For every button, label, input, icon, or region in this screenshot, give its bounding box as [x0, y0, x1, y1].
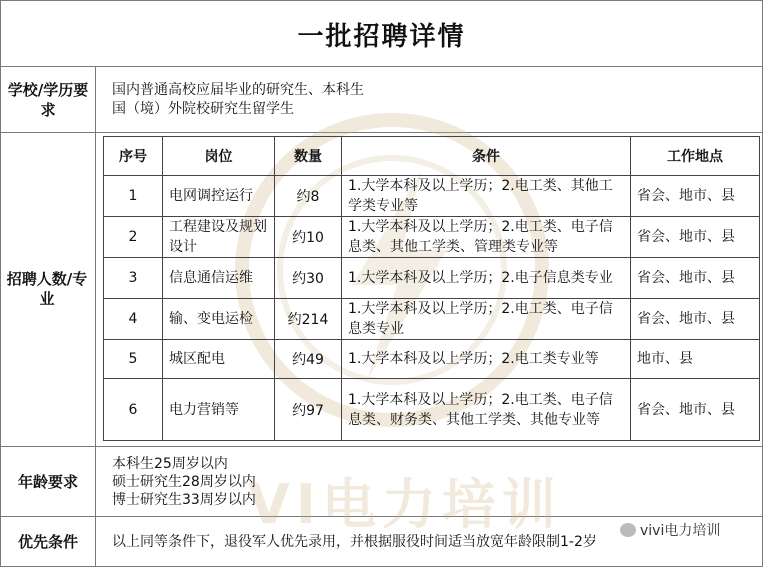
row-no: 3: [104, 258, 163, 299]
table-row: [104, 299, 760, 340]
row-post: 城区配电: [163, 340, 275, 379]
age-line-1: 本科生25周岁以内: [112, 456, 228, 472]
header-post: 岗位: [163, 137, 275, 176]
wechat-icon: [620, 523, 636, 537]
priority-text: 以上同等条件下，退役军人优先录用，并根据服役时间适当放宽年龄限制1-2岁: [112, 534, 597, 550]
header-qty: 数量: [275, 137, 342, 176]
row-qty: 约30: [275, 258, 342, 299]
age-requirement-label: 年龄要求: [17, 473, 78, 491]
row-loc: 地市、县: [631, 340, 760, 379]
label-column-divider: [95, 66, 96, 567]
divider-school: [0, 132, 763, 133]
table-row: [104, 176, 760, 217]
table-row: [104, 379, 760, 441]
table-row: [104, 340, 760, 379]
priority-label: 优先条件: [17, 533, 78, 551]
recruit-label: 招聘人数/专业: [6, 270, 88, 308]
row-cond: 1.大学本科及以上学历；2.电工类专业等: [342, 340, 631, 379]
row-qty: 约97: [275, 379, 342, 441]
table-header-row: [104, 137, 760, 176]
divider-recruit: [0, 446, 763, 447]
row-no: 6: [104, 379, 163, 441]
row-qty: 约49: [275, 340, 342, 379]
row-cond: 1.大学本科及以上学历；2.电子信息类专业: [342, 258, 631, 299]
row-qty: 约214: [275, 299, 342, 340]
school-line-2: 国（境）外院校研究生留学生: [112, 101, 294, 117]
frame-top: [0, 0, 763, 1]
age-line-3: 博士研究生33周岁以内: [112, 492, 256, 508]
row-post: 电网调控运行: [163, 176, 275, 217]
school-line-1: 国内普通高校应届毕业的研究生、本科生: [112, 82, 364, 98]
brand-badge: [616, 520, 724, 540]
row-qty: 约10: [275, 217, 342, 258]
positions-table: [103, 136, 760, 441]
header-cond: 条件: [342, 137, 631, 176]
page-title: 一批招聘详情: [297, 22, 466, 52]
row-post: 信息通信运维: [163, 258, 275, 299]
age-line-2: 硕士研究生28周岁以内: [112, 474, 256, 490]
row-no: 5: [104, 340, 163, 379]
row-post: 输、变电运检: [163, 299, 275, 340]
divider-title: [0, 66, 763, 67]
table-row: [104, 217, 760, 258]
frame-left: [0, 0, 1, 567]
brand-name: vivi电力培训: [640, 523, 721, 539]
row-post: 电力营销等: [163, 379, 275, 441]
row-cond: 1.大学本科及以上学历；2.电工类、电子信息类专业: [342, 299, 631, 340]
row-qty: 约8: [275, 176, 342, 217]
row-cond: 1.大学本科及以上学历；2.电工类、其他工学类专业等: [342, 176, 631, 217]
row-post: 工程建设及规划设计: [163, 217, 275, 258]
row-loc: 省会、地市、县: [631, 299, 760, 340]
row-cond: 1.大学本科及以上学历；2.电工类、电子信息类、其他工学类、管理类专业等: [342, 217, 631, 258]
row-no: 4: [104, 299, 163, 340]
header-no: 序号: [104, 137, 163, 176]
row-no: 1: [104, 176, 163, 217]
row-loc: 省会、地市、县: [631, 258, 760, 299]
row-cond: 1.大学本科及以上学历；2.电工类、电子信息类、财务类、其他工学类、其他专业等: [342, 379, 631, 441]
school-requirement-label: 学校/学历要求: [7, 81, 89, 119]
row-no: 2: [104, 217, 163, 258]
table-row: [104, 258, 760, 299]
watermark-text: VI电力培训: [248, 473, 562, 536]
row-loc: 省会、地市、县: [631, 217, 760, 258]
header-loc: 工作地点: [631, 137, 760, 176]
row-loc: 省会、地市、县: [631, 176, 760, 217]
row-loc: 省会、地市、县: [631, 379, 760, 441]
